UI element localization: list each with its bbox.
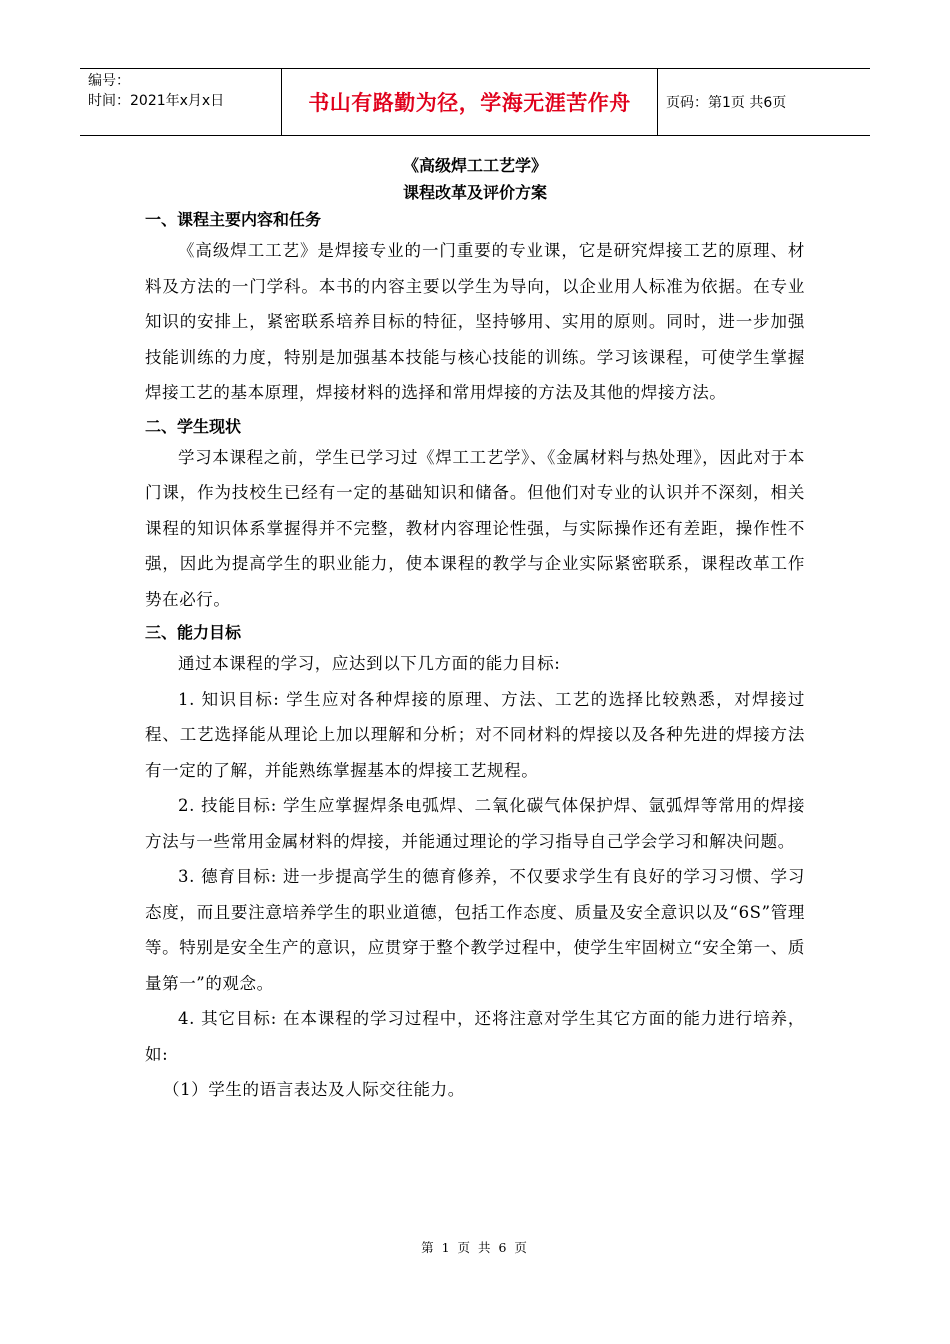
header-meta xyxy=(80,69,282,135)
section2-paragraph: 学习本课程之前，学生已学习过《焊工工艺学》、《金属材料与热处理》，因此对于本门课，作为技校生已经有一定的基础知识和储备。但他们对专业的认识并不深刻，相关课程的知识体系掌握得并不完整，教材内容理论性强，与实际操作还有差距，操作性不强，因此为提高学生的职业能力，使本课程的教学与企业实际紧密联系，课程改革工作势在必行。 xyxy=(145,447,805,609)
document-title-line2: 课程改革及评价方案 xyxy=(402,183,547,202)
page-footer: 第 1 页 共 6 页 xyxy=(421,1240,529,1255)
section1-heading: 一、课程主要内容和任务 xyxy=(145,210,322,229)
section1-paragraph: 《高级焊工工艺》是焊接专业的一门重要的专业课，它是研究焊接工艺的原理、材料及方法的一门学科。本书的内容主要以学生为导向，以企业用人标准为依据。在专业知识的安排上，紧密联系培养目标的特征，坚持够用、实用的原则。同时，进一步加强技能训练的力度，特别是加强基本技能与核心技能的训练。学习该课程，可使学生掌握焊接工艺的基本原理，焊接材料的选择和常用焊接的方法及其他的焊接方法。 xyxy=(145,241,805,402)
section3-heading: 三、能力目标 xyxy=(145,623,242,642)
document-body xyxy=(145,152,805,1108)
section3-intro: 通过本课程的学习，应达到以下几方面的能力目标: xyxy=(178,654,561,673)
header-slogan: 书山有路勤为径，学海无涯苦作舟 xyxy=(308,91,631,115)
header-time-label: 时间：2021年x月x日 xyxy=(88,93,225,109)
ability-item-moral: 3. 德育目标: 进一步提高学生的德育修养，不仅要求学生有良好的学习习惯、学习态度，而且要注意培养学生的职业道德，包括工作态度、质量及安全意识以及“6S”管理等。特别是安全生产的意识，应贯穿于整个教学过程中，使学生牢固树立“安全第一、质量第一”的观念。 xyxy=(145,867,805,993)
ability-item-knowledge: 1. 知识目标: 学生应对各种焊接的原理、方法、工艺的选择比较熟悉，对焊接过程、工艺选择能从理论上加以理解和分析；对不同材料的焊接以及各种先进的焊接方法有一定的了解，并能熟练掌握基本的焊接工艺规程。 xyxy=(145,689,805,780)
header-slogan-cell xyxy=(282,69,658,135)
ability-item-other: 4. 其它目标: 在本课程的学习过程中，还将注意对学生其它方面的能力进行培养，如: xyxy=(145,1009,805,1064)
header-page-code: 页码：第1页 共6页 xyxy=(666,95,787,111)
section2-heading: 二、学生现状 xyxy=(145,416,242,436)
ability-item-skill: 2. 技能目标: 学生应掌握焊条电弧焊、二氧化碳气体保护焊、氩弧焊等常用的焊接方法与一些常用金属材料的焊接，并能通过理论的学习指导自己学会学习和解决问题。 xyxy=(145,796,805,851)
ability-subitem-language: （1）学生的语言表达及人际交往能力。 xyxy=(163,1080,465,1099)
page-header xyxy=(80,68,870,136)
document-title-line1: 《高级焊工工艺学》 xyxy=(402,156,547,175)
header-number-label: 编号： xyxy=(88,73,130,89)
